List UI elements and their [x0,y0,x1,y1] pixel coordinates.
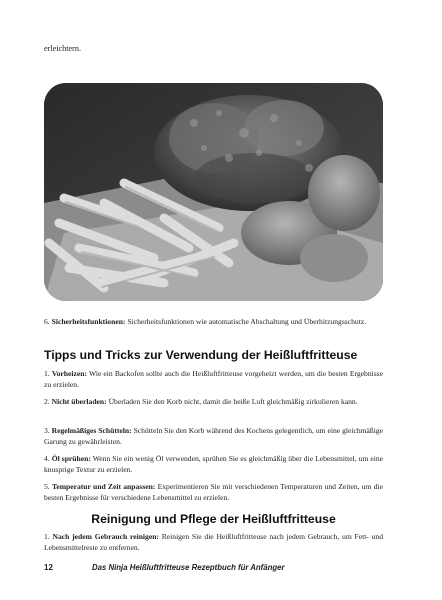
page-footer [44,563,383,573]
item-label: Temperatur und Zeit anpassen: [51,482,156,491]
tip-item-3 [44,426,383,447]
item-number: 6. [44,317,50,326]
item-label: Vorheizen: [51,369,87,378]
item-number: 5. [44,482,50,491]
item-number: 1. [44,532,50,541]
care-item-1 [44,532,383,553]
food-photo [44,83,383,301]
section-title-tips: Tipps und Tricks zur Verwendung der Heißluftfritteuse [44,348,358,362]
book-title: Das Ninja Heißluftfritteuse Rezeptbuch für Anfänger [92,563,285,572]
item-number: 1. [44,369,50,378]
item-text: Sicherheitsfunktionen wie automatische Abschaltung und Überhitzungsschutz. [127,317,367,326]
item-text: Wenn Sie ein wenig Öl verwenden, sprühen Sie es gleichmäßig über die Lebensmittel, um eine knusprige Textur zu erzielen. [44,454,383,474]
item-text: Reinigen Sie die Heißluftfritteuse nach jedem Gebrauch, um Fett- und Lebensmittelreste zu entfernen. [44,532,383,552]
item-text: Experimentieren Sie mit verschiedenen Temperaturen und Zeiten, um die besten Ergebnisse für verschiedene Lebensmittel zu erzielen. [44,482,383,502]
item-number: 4. [44,454,50,463]
fried-chicken-fries-image [44,83,383,301]
tip-item-2 [44,397,383,408]
section-title-care: Reinigung und Pflege der Heißluftfritteuse [91,512,336,526]
item-label: Nach jedem Gebrauch reinigen: [52,532,159,541]
item-text: Schütteln Sie den Korb während des Kochens gelegentlich, um eine gleichmäßige Garung zu gewährleisten. [44,426,383,446]
tip-item-1 [44,369,383,390]
continued-text: erleichtern. [44,44,82,53]
item-number: 3. [44,426,50,435]
list-item-safety [44,317,383,328]
item-number: 2. [44,397,50,406]
tip-item-4 [44,454,383,475]
item-label: Nicht überladen: [51,397,107,406]
tip-item-5 [44,482,383,503]
item-label: Öl sprühen: [51,454,91,463]
item-label: Regelmäßiges Schütteln: [51,426,132,435]
page-number: 12 [44,563,53,572]
item-label: Sicherheitsfunktionen: [51,317,126,326]
item-text: Wie ein Backofen sollte auch die Heißluftfritteuse vorgeheizt werden, um die besten Ergebnisse zu erzielen. [44,369,384,389]
item-text: Überladen Sie den Korb nicht, damit die heiße Luft gleichmäßig zirkulieren kann. [108,397,358,406]
